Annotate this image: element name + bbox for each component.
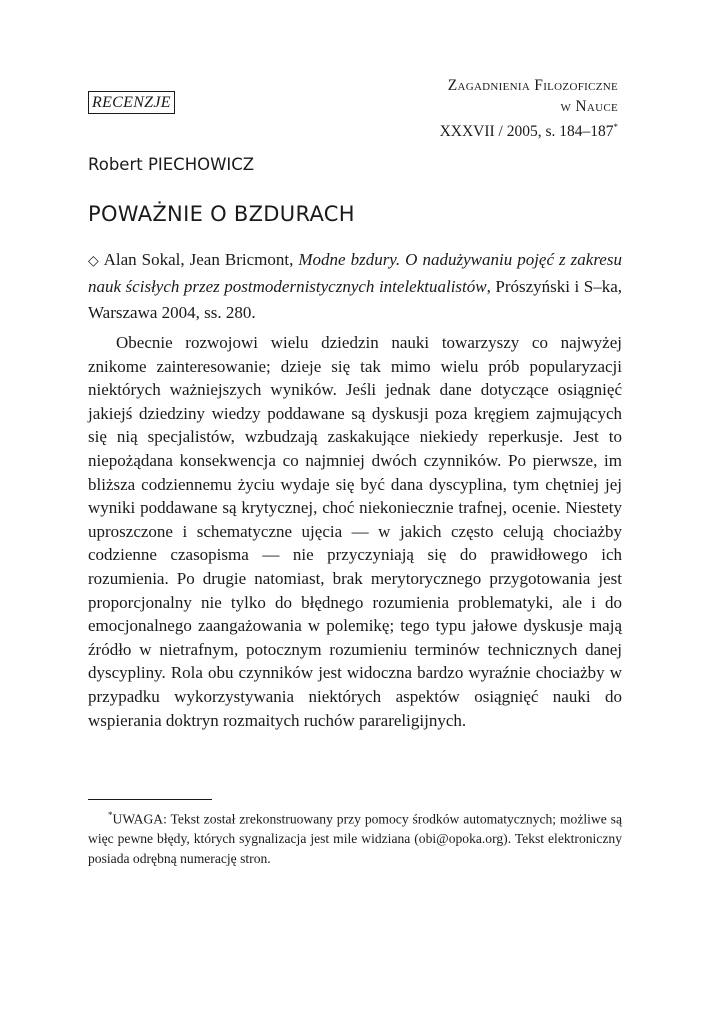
book-authors: Alan Sokal, Jean Bricmont,: [99, 250, 299, 269]
diamond-icon: ◇: [88, 253, 100, 269]
article-title: POWAŻNIE O BZDURACH: [88, 202, 355, 226]
journal-name-line2: w Nauce: [560, 98, 618, 115]
body-paragraph: Obecnie rozwojowi wielu dziedzin nauki towarzyszy co najwyżej znikome zainteresowanie; dzieje się tak mimo wielu prób popularyzacji niektórych ważniejszych wyników. Jeśli jednak dane dotyczące osiągnięć jakiejś dziedziny wiedzy poddawane są dyskusji poza kręgiem zajmujących się nią specjalistów, wzbudzają zaskakujące niekiedy reperkusje. Jest to niepożądana konsekwencja co najmniej dwóch czynników. Po pierwsze, im bliższa codziennemu życiu wydaje się być dana dyscyplina, tym chętniej jej wyniki poddawane są krytycznej, choć niekoniecznie trafnej, ocenie. Niestety uproszczone i schematyczne ujęcia — w jakich często celują chociażby codzienne czasopisma — nie przyczyniają się do prawidłowego ich rozumienia. Po drugie natomiast, brak merytorycznego przygotowania jest proporcjonalny nie tylko do błędnego rozumienia problematyki, ale i do emocjonalnego zaangażowania w polemikę; tego typu jałowe dyskusje mają źródło w nietrafnym, potocznym rozumieniu terminów technicznych danej dyscypliny. Rola obu czynników jest widoczna bardzo wyraźnie chociażby w przypadku wykorzystywania niektórych aspektów osiągnięć nauki do wspierania doktryn rozmaitych ruchów parareligijnych.: [88, 333, 622, 730]
issue-footnote-mark: *: [613, 122, 618, 132]
bibliographic-entry: [88, 247, 622, 326]
book-title: Modne bzdury. O nadużywaniu pojęć z zakresu nauk ścisłych przez postmodernistycznych intelektualistów: [88, 250, 622, 296]
footnote-text: UWAGA: Tekst został zrekonstruowany przy pomocy środków automatycznych; możliwe są więc pewne błędy, których sygnalizacja jest mile widziana (obi@opoka.org). Tekst elektroniczny posiada odrębną numerację stron.: [88, 811, 622, 866]
journal-name-line1: Zagadnienia Filozoficzne: [447, 77, 618, 94]
footnote: [88, 806, 622, 868]
journal-header: [440, 75, 618, 142]
footnote-divider: [88, 799, 212, 800]
rubric-box: RECENZJE: [88, 91, 175, 114]
footnote-mark: *: [108, 810, 113, 820]
issue-line: [440, 117, 618, 142]
issue-info: XXXVII / 2005, s. 184–187: [439, 123, 614, 141]
article-author: Robert PIECHOWICZ: [88, 155, 255, 174]
book-publisher: , Prószyński i S–ka, Warszawa 2004, ss. 280.: [88, 277, 622, 322]
